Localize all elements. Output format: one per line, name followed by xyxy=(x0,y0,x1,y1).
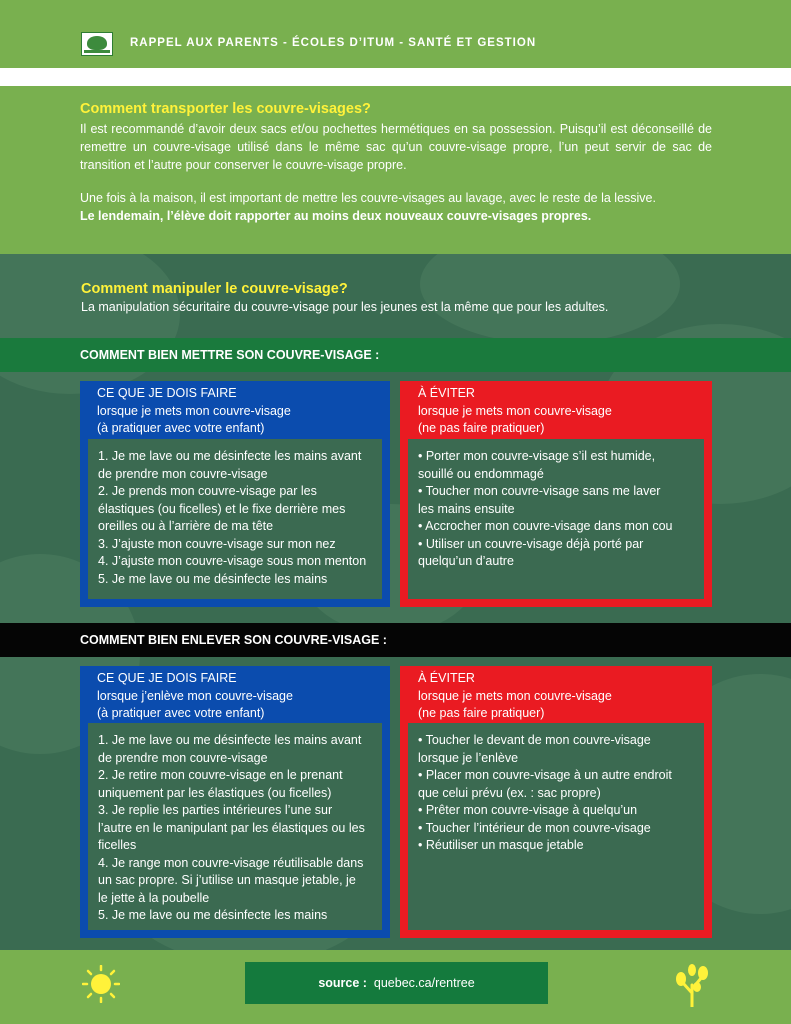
list-line: 3. Je replie les parties intérieures l’une sur xyxy=(98,803,333,817)
take-off-avoid-card-heading xyxy=(418,670,612,723)
put-on-avoid-list xyxy=(408,439,704,599)
list-line: que celui prévu (ex. : sac propre) xyxy=(418,785,601,800)
tree-icon xyxy=(671,963,713,1007)
list-line: • Réutiliser un masque jetable xyxy=(418,838,584,852)
list-line: lorsque je l’enlève xyxy=(418,750,519,765)
source-link[interactable]: quebec.ca/rentree xyxy=(373,976,475,990)
handling-paragraph: La manipulation sécuritaire du couvre-visage pour les jeunes est la même que pour les adultes. xyxy=(81,300,609,314)
take-off-do-card xyxy=(80,666,390,938)
card-heading-line: (à pratiquer avec votre enfant) xyxy=(97,421,265,435)
card-heading-line: (ne pas faire pratiquer) xyxy=(418,706,545,720)
list-line: • Accrocher mon couvre-visage dans mon cou xyxy=(418,519,673,533)
list-line: • Porter mon couvre-visage s’il est humide, xyxy=(418,449,656,463)
take-off-banner xyxy=(0,623,791,657)
transport-title: Comment transporter les couvre-visages? xyxy=(80,101,371,117)
card-heading-line: CE QUE JE DOIS FAIRE xyxy=(97,671,237,685)
put-on-avoid-card-heading xyxy=(418,385,612,438)
put-on-banner xyxy=(0,338,791,372)
source-box xyxy=(245,962,548,1004)
put-on-do-card xyxy=(80,381,390,607)
card-heading-line: lorsque je mets mon couvre-visage xyxy=(418,403,612,418)
put-on-avoid-card xyxy=(400,381,712,607)
take-off-banner-text: COMMENT BIEN ENLEVER SON COUVRE-VISAGE : xyxy=(80,633,387,647)
list-line: l’autre en le manipulant par les élastiques ou les xyxy=(98,820,365,835)
list-line: souillé ou endommagé xyxy=(418,466,544,481)
card-heading-line: lorsque j’enlève mon couvre-visage xyxy=(97,688,293,703)
list-line: 2. Je prends mon couvre-visage par les xyxy=(98,484,317,498)
put-on-do-card-heading xyxy=(97,385,291,438)
list-line: un sac propre. Si j’utilise un masque jetable, je xyxy=(98,873,356,887)
list-line: les mains ensuite xyxy=(418,501,515,516)
card-heading-line: CE QUE JE DOIS FAIRE xyxy=(97,386,237,400)
sun-icon xyxy=(82,965,120,1003)
list-line: ficelles xyxy=(98,838,137,852)
take-off-do-card-heading xyxy=(97,670,293,723)
list-line: élastiques (ou ficelles) et le fixe derrière mes xyxy=(98,501,346,516)
transport-paragraph-1: Il est recommandé d’avoir deux sacs et/ou pochettes hermétiques en sa possession. Puisqu’il est déconseillé de remettre un couvre-visage utilisé dans le même sac qu’un couvre-visage propre, l’un peut servir de sac de transition et l’autre pour conserver le couvre-visage propre. xyxy=(80,122,712,172)
list-line: 1. Je me lave ou me désinfecte les mains avant xyxy=(98,733,362,747)
list-line: 3. J’ajuste mon couvre-visage sur mon nez xyxy=(98,536,336,551)
list-line: • Prêter mon couvre-visage à quelqu’un xyxy=(418,803,638,817)
list-line: 5. Je me lave ou me désinfecte les mains xyxy=(98,571,328,586)
list-line: le jette à la poubelle xyxy=(98,890,210,905)
card-heading-line: À ÉVITER xyxy=(418,386,475,400)
list-line: • Toucher le devant de mon couvre-visage xyxy=(418,733,651,747)
list-line: de prendre mon couvre-visage xyxy=(98,750,268,765)
handling-title: Comment manipuler le couvre-visage? xyxy=(81,281,348,297)
card-heading-line: lorsque je mets mon couvre-visage xyxy=(97,403,291,418)
list-line: 1. Je me lave ou me désinfecte les mains avant xyxy=(98,449,362,463)
list-line: de prendre mon couvre-visage xyxy=(98,466,268,481)
list-line: quelqu’un d’autre xyxy=(418,554,514,568)
header-bar xyxy=(0,0,791,68)
source-label: source : xyxy=(318,976,367,990)
card-heading-line: lorsque je mets mon couvre-visage xyxy=(418,688,612,703)
list-line: • Placer mon couvre-visage à un autre endroit xyxy=(418,768,672,782)
card-heading-line: À ÉVITER xyxy=(418,671,475,685)
divider xyxy=(0,68,791,86)
card-heading-line: (ne pas faire pratiquer) xyxy=(418,421,545,435)
list-line: 4. Je range mon couvre-visage réutilisable dans xyxy=(98,855,364,870)
list-line: 4. J’ajuste mon couvre-visage sous mon menton xyxy=(98,554,367,568)
take-off-avoid-list xyxy=(408,723,704,930)
put-on-banner-text: COMMENT BIEN METTRE SON COUVRE-VISAGE : xyxy=(80,348,380,362)
put-on-do-steps xyxy=(88,439,382,599)
list-line: • Toucher mon couvre-visage sans me laver xyxy=(418,484,661,498)
list-line: oreilles ou à l’arrière de ma tête xyxy=(98,519,274,533)
take-off-avoid-card xyxy=(400,666,712,938)
take-off-do-steps xyxy=(88,723,382,930)
header-title: RAPPEL AUX PARENTS - ÉCOLES D’ITUM - SANTÉ ET GESTION xyxy=(130,37,537,49)
list-line: • Utiliser un couvre-visage déjà porté par xyxy=(418,536,644,551)
transport-paragraph-2: Une fois à la maison, il est important de mettre les couvre-visages au lavage, avec le reste de la lessive. xyxy=(80,191,656,205)
list-line: uniquement par les élastiques (ou ficelles) xyxy=(98,785,332,800)
list-line: • Toucher l’intérieur de mon couvre-visage xyxy=(418,820,651,835)
school-logo xyxy=(81,32,113,56)
card-heading-line: (à pratiquer avec votre enfant) xyxy=(97,706,265,720)
list-line: 2. Je retire mon couvre-visage en le prenant xyxy=(98,768,343,782)
list-line: 5. Je me lave ou me désinfecte les mains xyxy=(98,908,328,922)
transport-paragraph-3: Le lendemain, l’élève doit rapporter au moins deux nouveaux couvre-visages propres. xyxy=(80,209,592,223)
